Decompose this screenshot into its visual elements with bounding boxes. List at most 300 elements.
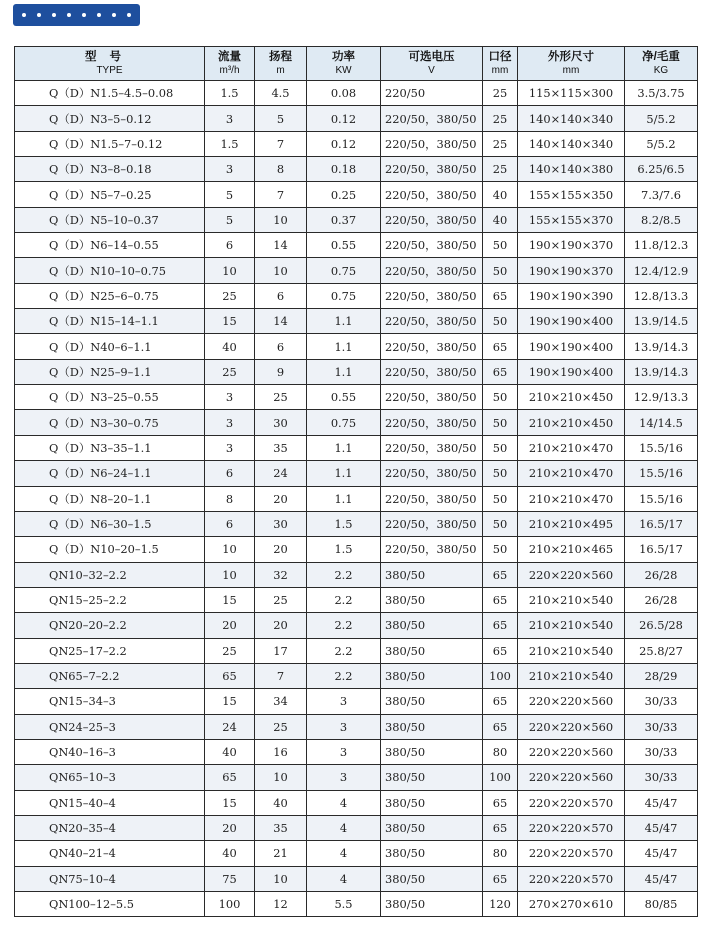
cell-diameter: 100 (483, 765, 518, 790)
cell-power: 1.1 (307, 334, 381, 359)
cell-weight: 11.8/12.3 (625, 233, 698, 258)
cell-head: 10 (255, 258, 307, 283)
cell-voltage: 380/50 (381, 892, 483, 917)
header-diameter-en: mm (491, 64, 509, 76)
cell-flow: 6 (205, 233, 255, 258)
header-head (255, 47, 307, 81)
dot-icon (112, 13, 116, 17)
table-row (15, 233, 698, 258)
cell-weight: 13.9/14.3 (625, 359, 698, 384)
table-header (15, 47, 698, 81)
cell-flow: 10 (205, 562, 255, 587)
cell-model: Q（D）N25–6–0.75 (15, 283, 205, 308)
pump-spec-table (14, 46, 698, 917)
table-row (15, 841, 698, 866)
cell-model: Q（D）N3–5–0.12 (15, 106, 205, 131)
cell-model: Q（D）N3–30–0.75 (15, 410, 205, 435)
header-dimensions-zh: 外形尺寸 (548, 50, 594, 63)
cell-dimensions: 220×220×570 (518, 815, 625, 840)
table-row (15, 613, 698, 638)
cell-model: Q（D）N1.5–4.5–0.08 (15, 81, 205, 106)
cell-diameter: 50 (483, 233, 518, 258)
cell-dimensions: 220×220×560 (518, 739, 625, 764)
table-row (15, 157, 698, 182)
cell-diameter: 65 (483, 790, 518, 815)
cell-voltage: 380/50 (381, 613, 483, 638)
dot-icon (127, 13, 131, 17)
cell-power: 3 (307, 739, 381, 764)
header-voltage-zh: 可选电压 (408, 50, 455, 63)
cell-voltage: 220/50，380/50 (381, 309, 483, 334)
cell-power: 2.2 (307, 587, 381, 612)
cell-head: 4.5 (255, 81, 307, 106)
cell-head: 24 (255, 461, 307, 486)
cell-weight: 5/5.2 (625, 106, 698, 131)
header-power-zh: 功率 (332, 50, 355, 63)
cell-dimensions: 140×140×340 (518, 106, 625, 131)
cell-flow: 5 (205, 207, 255, 232)
cell-dimensions: 190×190×370 (518, 233, 625, 258)
cell-flow: 1.5 (205, 131, 255, 156)
cell-power: 0.18 (307, 157, 381, 182)
cell-weight: 16.5/17 (625, 537, 698, 562)
cell-weight: 30/33 (625, 739, 698, 764)
cell-voltage: 220/50，380/50 (381, 486, 483, 511)
cell-voltage: 380/50 (381, 765, 483, 790)
cell-voltage: 220/50，380/50 (381, 258, 483, 283)
cell-weight: 80/85 (625, 892, 698, 917)
cell-head: 14 (255, 233, 307, 258)
cell-dimensions: 220×220×560 (518, 689, 625, 714)
cell-weight: 30/33 (625, 765, 698, 790)
cell-dimensions: 155×155×350 (518, 182, 625, 207)
cell-power: 0.08 (307, 81, 381, 106)
table-row (15, 461, 698, 486)
table-row (15, 765, 698, 790)
cell-diameter: 65 (483, 638, 518, 663)
cell-dimensions: 210×210×450 (518, 385, 625, 410)
table-row (15, 435, 698, 460)
dot-icon (82, 13, 86, 17)
cell-diameter: 65 (483, 866, 518, 891)
cell-head: 40 (255, 790, 307, 815)
cell-power: 1.1 (307, 486, 381, 511)
cell-weight: 45/47 (625, 815, 698, 840)
cell-dimensions: 220×220×570 (518, 841, 625, 866)
cell-head: 7 (255, 131, 307, 156)
cell-voltage: 380/50 (381, 587, 483, 612)
cell-voltage: 380/50 (381, 689, 483, 714)
cell-weight: 15.5/16 (625, 486, 698, 511)
cell-head: 21 (255, 841, 307, 866)
cell-dimensions: 220×220×560 (518, 714, 625, 739)
table-row (15, 334, 698, 359)
cell-dimensions: 210×210×540 (518, 638, 625, 663)
header-flow-zh: 流量 (218, 50, 241, 63)
cell-flow: 25 (205, 359, 255, 384)
cell-flow: 40 (205, 739, 255, 764)
cell-weight: 13.9/14.3 (625, 334, 698, 359)
cell-flow: 3 (205, 106, 255, 131)
cell-voltage: 220/50，380/50 (381, 233, 483, 258)
cell-flow: 20 (205, 613, 255, 638)
cell-voltage: 220/50，380/50 (381, 283, 483, 308)
cell-flow: 6 (205, 461, 255, 486)
cell-diameter: 50 (483, 511, 518, 536)
header-weight-zh: 净/毛重 (642, 50, 680, 63)
cell-voltage: 220/50，380/50 (381, 334, 483, 359)
header-row (15, 47, 698, 81)
cell-weight: 28/29 (625, 663, 698, 688)
cell-weight: 3.5/3.75 (625, 81, 698, 106)
cell-dimensions: 220×220×560 (518, 765, 625, 790)
cell-voltage: 220/50 (381, 81, 483, 106)
cell-head: 32 (255, 562, 307, 587)
dot-icon (97, 13, 101, 17)
cell-power: 4 (307, 815, 381, 840)
cell-power: 0.37 (307, 207, 381, 232)
cell-dimensions: 155×155×370 (518, 207, 625, 232)
cell-diameter: 25 (483, 157, 518, 182)
cell-power: 2.2 (307, 663, 381, 688)
table-row (15, 511, 698, 536)
cell-dimensions: 220×220×570 (518, 866, 625, 891)
cell-power: 2.2 (307, 562, 381, 587)
table-row (15, 866, 698, 891)
cell-dimensions: 210×210×470 (518, 486, 625, 511)
table-row (15, 81, 698, 106)
header-flow (205, 47, 255, 81)
table-row (15, 714, 698, 739)
cell-model: Q（D）N6–14–0.55 (15, 233, 205, 258)
cell-power: 2.2 (307, 613, 381, 638)
cell-power: 1.1 (307, 435, 381, 460)
cell-diameter: 65 (483, 283, 518, 308)
cell-diameter: 65 (483, 689, 518, 714)
cell-head: 6 (255, 283, 307, 308)
cell-voltage: 380/50 (381, 841, 483, 866)
cell-flow: 25 (205, 638, 255, 663)
cell-model: Q（D）N40–6–1.1 (15, 334, 205, 359)
table-row (15, 309, 698, 334)
cell-head: 10 (255, 765, 307, 790)
cell-flow: 10 (205, 258, 255, 283)
cell-model: QN25–17–2.2 (15, 638, 205, 663)
cell-diameter: 120 (483, 892, 518, 917)
cell-dimensions: 115×115×300 (518, 81, 625, 106)
cell-weight: 15.5/16 (625, 435, 698, 460)
header-head-zh: 扬程 (269, 50, 292, 63)
cell-flow: 3 (205, 435, 255, 460)
cell-power: 1.1 (307, 359, 381, 384)
cell-weight: 8.2/8.5 (625, 207, 698, 232)
cell-weight: 26/28 (625, 587, 698, 612)
header-model-en: TYPE (96, 64, 123, 76)
cell-model: QN20–35–4 (15, 815, 205, 840)
table-row (15, 689, 698, 714)
cell-weight: 7.3/7.6 (625, 182, 698, 207)
cell-flow: 20 (205, 815, 255, 840)
cell-voltage: 380/50 (381, 739, 483, 764)
cell-weight: 5/5.2 (625, 131, 698, 156)
cell-dimensions: 190×190×370 (518, 258, 625, 283)
cell-dimensions: 210×210×465 (518, 537, 625, 562)
cell-dimensions: 140×140×380 (518, 157, 625, 182)
dot-icon (52, 13, 56, 17)
cell-head: 20 (255, 537, 307, 562)
cell-diameter: 25 (483, 131, 518, 156)
table-row (15, 207, 698, 232)
cell-model: Q（D）N10–10–0.75 (15, 258, 205, 283)
cell-voltage: 220/50，380/50 (381, 207, 483, 232)
cell-head: 17 (255, 638, 307, 663)
cell-dimensions: 210×210×450 (518, 410, 625, 435)
cell-dimensions: 270×270×610 (518, 892, 625, 917)
cell-diameter: 100 (483, 663, 518, 688)
cell-flow: 10 (205, 537, 255, 562)
cell-weight: 6.25/6.5 (625, 157, 698, 182)
header-voltage-en: V (428, 64, 435, 76)
cell-head: 7 (255, 182, 307, 207)
cell-diameter: 50 (483, 410, 518, 435)
cell-head: 6 (255, 334, 307, 359)
cell-flow: 3 (205, 157, 255, 182)
cell-weight: 15.5/16 (625, 461, 698, 486)
cell-model: QN100–12–5.5 (15, 892, 205, 917)
table-row (15, 815, 698, 840)
cell-power: 0.12 (307, 106, 381, 131)
cell-dimensions: 210×210×540 (518, 613, 625, 638)
cell-diameter: 25 (483, 106, 518, 131)
cell-dimensions: 190×190×400 (518, 359, 625, 384)
header-model (15, 47, 205, 81)
cell-voltage: 220/50，380/50 (381, 131, 483, 156)
cell-head: 14 (255, 309, 307, 334)
cell-diameter: 50 (483, 309, 518, 334)
cell-power: 3 (307, 689, 381, 714)
cell-diameter: 50 (483, 258, 518, 283)
cell-flow: 8 (205, 486, 255, 511)
cell-model: Q（D）N3–35–1.1 (15, 435, 205, 460)
cell-power: 0.55 (307, 233, 381, 258)
header-dimensions-en: mm (562, 64, 580, 76)
cell-diameter: 65 (483, 613, 518, 638)
cell-voltage: 220/50，380/50 (381, 410, 483, 435)
cell-weight: 12.9/13.3 (625, 385, 698, 410)
cell-dimensions: 140×140×340 (518, 131, 625, 156)
cell-flow: 100 (205, 892, 255, 917)
cell-flow: 3 (205, 410, 255, 435)
cell-head: 20 (255, 613, 307, 638)
cell-power: 0.75 (307, 410, 381, 435)
dot-icon (67, 13, 71, 17)
cell-model: Q（D）N10–20–1.5 (15, 537, 205, 562)
cell-voltage: 380/50 (381, 866, 483, 891)
cell-diameter: 65 (483, 587, 518, 612)
cell-model: Q（D）N15–14–1.1 (15, 309, 205, 334)
cell-power: 0.55 (307, 385, 381, 410)
table-row (15, 106, 698, 131)
cell-power: 4 (307, 866, 381, 891)
cell-weight: 45/47 (625, 866, 698, 891)
cell-flow: 6 (205, 511, 255, 536)
cell-power: 5.5 (307, 892, 381, 917)
cell-weight: 45/47 (625, 841, 698, 866)
cell-power: 0.75 (307, 283, 381, 308)
cell-weight: 25.8/27 (625, 638, 698, 663)
header-power (307, 47, 381, 81)
cell-voltage: 380/50 (381, 638, 483, 663)
table-row (15, 486, 698, 511)
cell-flow: 65 (205, 663, 255, 688)
cell-voltage: 220/50，380/50 (381, 157, 483, 182)
cell-diameter: 65 (483, 359, 518, 384)
cell-power: 1.5 (307, 511, 381, 536)
cell-power: 4 (307, 790, 381, 815)
cell-dimensions: 210×210×470 (518, 435, 625, 460)
table-row (15, 359, 698, 384)
cell-flow: 25 (205, 283, 255, 308)
cell-voltage: 380/50 (381, 562, 483, 587)
cell-power: 1.1 (307, 309, 381, 334)
cell-power: 1.1 (307, 461, 381, 486)
cell-diameter: 65 (483, 562, 518, 587)
decorative-dot-banner (13, 4, 140, 26)
cell-head: 35 (255, 815, 307, 840)
cell-dimensions: 210×210×540 (518, 663, 625, 688)
cell-head: 25 (255, 714, 307, 739)
table-row (15, 587, 698, 612)
cell-power: 4 (307, 841, 381, 866)
cell-head: 30 (255, 410, 307, 435)
cell-model: QN20–20–2.2 (15, 613, 205, 638)
cell-head: 8 (255, 157, 307, 182)
cell-weight: 12.4/12.9 (625, 258, 698, 283)
cell-power: 0.12 (307, 131, 381, 156)
cell-model: QN15–34–3 (15, 689, 205, 714)
header-head-en: m (276, 64, 285, 76)
cell-flow: 15 (205, 790, 255, 815)
cell-voltage: 220/50，380/50 (381, 385, 483, 410)
cell-voltage: 220/50，380/50 (381, 461, 483, 486)
header-weight (625, 47, 698, 81)
table-row (15, 182, 698, 207)
cell-head: 25 (255, 385, 307, 410)
cell-flow: 5 (205, 182, 255, 207)
cell-flow: 40 (205, 841, 255, 866)
cell-flow: 75 (205, 866, 255, 891)
cell-weight: 30/33 (625, 714, 698, 739)
dot-icon (37, 13, 41, 17)
cell-model: Q（D）N5–10–0.37 (15, 207, 205, 232)
cell-voltage: 380/50 (381, 714, 483, 739)
cell-voltage: 220/50，380/50 (381, 435, 483, 460)
cell-model: Q（D）N1.5–7–0.12 (15, 131, 205, 156)
cell-model: Q（D）N6–24–1.1 (15, 461, 205, 486)
cell-weight: 30/33 (625, 689, 698, 714)
cell-voltage: 220/50，380/50 (381, 511, 483, 536)
cell-power: 1.5 (307, 537, 381, 562)
cell-head: 10 (255, 207, 307, 232)
cell-flow: 1.5 (205, 81, 255, 106)
table-row (15, 131, 698, 156)
header-diameter-zh: 口径 (488, 50, 512, 63)
cell-diameter: 65 (483, 714, 518, 739)
table-row (15, 638, 698, 663)
cell-model: QN15–25–2.2 (15, 587, 205, 612)
cell-voltage: 220/50，380/50 (381, 359, 483, 384)
cell-diameter: 40 (483, 182, 518, 207)
cell-dimensions: 190×190×400 (518, 334, 625, 359)
cell-head: 5 (255, 106, 307, 131)
cell-voltage: 220/50，380/50 (381, 106, 483, 131)
cell-head: 30 (255, 511, 307, 536)
cell-flow: 15 (205, 689, 255, 714)
cell-diameter: 50 (483, 537, 518, 562)
cell-head: 7 (255, 663, 307, 688)
header-dimensions (518, 47, 625, 81)
table-row (15, 410, 698, 435)
cell-model: QN40–21–4 (15, 841, 205, 866)
header-diameter (483, 47, 518, 81)
cell-weight: 26.5/28 (625, 613, 698, 638)
cell-diameter: 50 (483, 461, 518, 486)
cell-flow: 40 (205, 334, 255, 359)
cell-power: 0.75 (307, 258, 381, 283)
cell-dimensions: 190×190×390 (518, 283, 625, 308)
cell-diameter: 65 (483, 334, 518, 359)
table-row (15, 258, 698, 283)
cell-diameter: 50 (483, 486, 518, 511)
cell-dimensions: 220×220×560 (518, 562, 625, 587)
cell-voltage: 380/50 (381, 790, 483, 815)
cell-head: 34 (255, 689, 307, 714)
table-row (15, 562, 698, 587)
cell-voltage: 220/50，380/50 (381, 182, 483, 207)
table-row (15, 663, 698, 688)
cell-head: 16 (255, 739, 307, 764)
cell-diameter: 25 (483, 81, 518, 106)
cell-voltage: 220/50，380/50 (381, 537, 483, 562)
cell-diameter: 80 (483, 739, 518, 764)
cell-voltage: 380/50 (381, 815, 483, 840)
cell-weight: 16.5/17 (625, 511, 698, 536)
cell-power: 3 (307, 714, 381, 739)
cell-power: 2.2 (307, 638, 381, 663)
cell-power: 0.25 (307, 182, 381, 207)
cell-head: 35 (255, 435, 307, 460)
cell-model: QN40–16–3 (15, 739, 205, 764)
cell-weight: 12.8/13.3 (625, 283, 698, 308)
cell-model: QN75–10–4 (15, 866, 205, 891)
cell-weight: 45/47 (625, 790, 698, 815)
cell-head: 20 (255, 486, 307, 511)
cell-diameter: 40 (483, 207, 518, 232)
cell-model: QN10–32–2.2 (15, 562, 205, 587)
cell-model: Q（D）N5–7–0.25 (15, 182, 205, 207)
cell-model: QN24–25–3 (15, 714, 205, 739)
cell-flow: 24 (205, 714, 255, 739)
cell-model: Q（D）N3–8–0.18 (15, 157, 205, 182)
cell-dimensions: 210×210×540 (518, 587, 625, 612)
cell-dimensions: 210×210×470 (518, 461, 625, 486)
cell-diameter: 65 (483, 815, 518, 840)
cell-flow: 3 (205, 385, 255, 410)
cell-dimensions: 220×220×570 (518, 790, 625, 815)
cell-head: 12 (255, 892, 307, 917)
cell-voltage: 380/50 (381, 663, 483, 688)
cell-model: Q（D）N3–25–0.55 (15, 385, 205, 410)
